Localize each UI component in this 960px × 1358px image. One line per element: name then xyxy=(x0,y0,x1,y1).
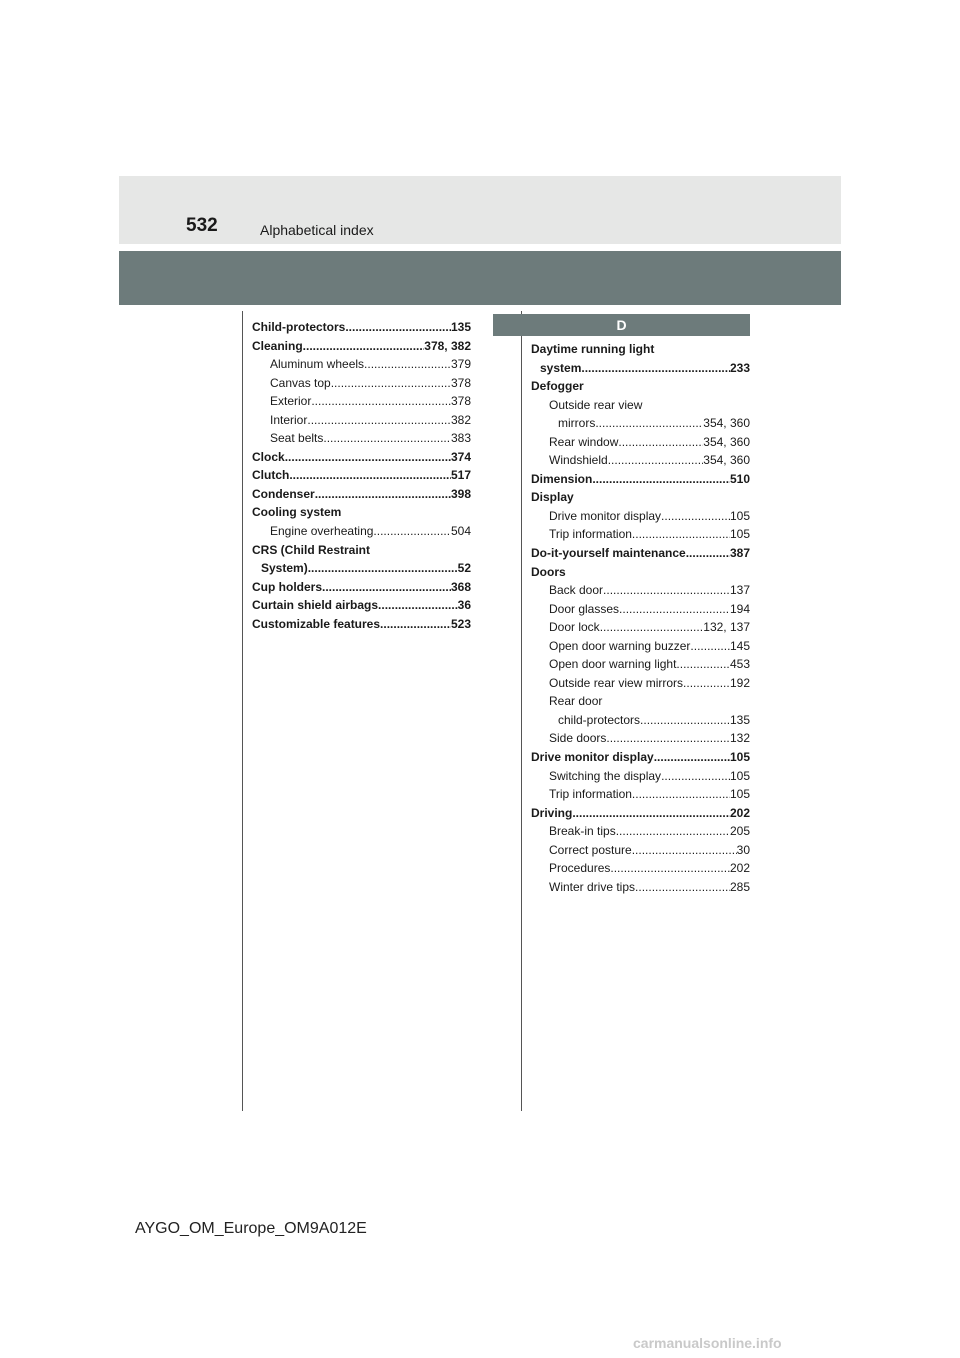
index-term: Seat belts xyxy=(270,431,324,446)
leader-dots xyxy=(686,544,730,563)
leader-dots xyxy=(364,355,451,374)
index-page-ref: 105 xyxy=(729,787,750,802)
index-page-ref: 382 xyxy=(450,412,471,427)
index-entry xyxy=(531,414,750,433)
index-entry xyxy=(531,581,750,600)
index-entry xyxy=(252,485,471,504)
index-entry xyxy=(531,563,750,582)
index-term: Outside rear view xyxy=(549,397,643,412)
index-term: Cup holders xyxy=(252,579,323,594)
index-term: Exterior xyxy=(270,394,312,409)
leader-dots xyxy=(618,433,703,452)
leader-dots xyxy=(632,841,737,860)
index-entry xyxy=(252,411,471,430)
index-page-ref: 194 xyxy=(729,601,750,616)
leader-dots xyxy=(592,470,730,489)
section-title: Alphabetical index xyxy=(260,222,374,238)
index-term: Clock xyxy=(252,449,285,464)
index-page-ref: 105 xyxy=(729,768,750,783)
leader-dots xyxy=(683,674,730,693)
index-term: Trip information xyxy=(549,787,632,802)
leader-dots xyxy=(581,359,730,378)
index-entry xyxy=(252,559,471,578)
leader-dots xyxy=(303,337,425,356)
index-page-ref: 105 xyxy=(729,527,750,542)
index-page-ref: 378 xyxy=(450,375,471,390)
leader-dots xyxy=(289,466,451,485)
index-entry xyxy=(531,822,750,841)
index-entry xyxy=(252,522,471,541)
index-page-ref: 285 xyxy=(729,879,750,894)
index-entry xyxy=(252,541,471,560)
index-entry xyxy=(252,466,471,485)
index-entry xyxy=(531,488,750,507)
index-entry xyxy=(531,618,750,637)
index-term: Aluminum wheels xyxy=(270,357,365,372)
index-page-ref: 105 xyxy=(729,750,750,765)
index-term: Condenser xyxy=(252,486,315,501)
index-term: Winter drive tips xyxy=(549,879,636,894)
leader-dots xyxy=(315,485,451,504)
index-page-ref: 387 xyxy=(729,546,750,561)
index-term: Canvas top xyxy=(270,375,331,390)
index-page-ref: 105 xyxy=(729,508,750,523)
index-term: Drive monitor display xyxy=(531,750,654,765)
leader-dots xyxy=(661,767,730,786)
index-term: Curtain shield airbags xyxy=(252,598,379,613)
index-page-ref: 36 xyxy=(457,598,471,613)
index-page-ref: 517 xyxy=(450,468,471,483)
index-entry xyxy=(531,748,750,767)
leader-dots xyxy=(322,578,451,597)
leader-dots xyxy=(606,729,730,748)
index-entry xyxy=(531,729,750,748)
header-top-band xyxy=(119,176,841,244)
leader-dots xyxy=(345,318,451,337)
leader-dots xyxy=(676,655,730,674)
leader-dots xyxy=(661,507,730,526)
index-page-ref: 202 xyxy=(729,861,750,876)
header-dark-band xyxy=(119,251,841,305)
index-term: Back door xyxy=(549,583,604,598)
index-page-ref: 453 xyxy=(729,657,750,672)
index-entry xyxy=(252,429,471,448)
leader-dots xyxy=(600,618,704,637)
index-page-ref: 135 xyxy=(450,320,471,334)
index-page-ref: 205 xyxy=(729,824,750,839)
index-term: Driving xyxy=(531,805,573,820)
index-term: Side doors xyxy=(549,731,607,746)
index-term: Dimension xyxy=(531,471,593,486)
index-page-ref: 135 xyxy=(729,712,750,727)
index-entry xyxy=(531,785,750,804)
index-term: Rear door xyxy=(549,694,603,709)
index-term: Switching the display xyxy=(549,768,662,783)
footer-doc-id: AYGO_OM_Europe_OM9A012E xyxy=(135,1220,367,1237)
index-entry xyxy=(531,767,750,786)
index-page-ref: 137 xyxy=(729,583,750,598)
index-term: Door glasses xyxy=(549,601,620,616)
index-column-right xyxy=(531,340,750,896)
leader-dots xyxy=(323,429,451,448)
index-entry xyxy=(252,503,471,522)
index-page-ref: 52 xyxy=(457,561,471,576)
index-term: Open door warning light xyxy=(549,657,677,672)
index-entry xyxy=(531,804,750,823)
index-entry xyxy=(252,374,471,393)
page-number: 532 xyxy=(186,215,218,236)
index-page-ref: 504 xyxy=(450,524,471,539)
index-entry xyxy=(531,340,750,359)
index-entry xyxy=(531,878,750,897)
index-page-ref: 374 xyxy=(450,449,471,464)
leader-dots xyxy=(690,637,730,656)
leader-dots xyxy=(595,414,703,433)
index-term: Procedures xyxy=(549,861,611,876)
index-page-ref: 398 xyxy=(450,486,471,501)
leader-dots xyxy=(307,411,451,430)
index-entry xyxy=(531,637,750,656)
index-term: Drive monitor display xyxy=(549,508,662,523)
letter-heading-d: D xyxy=(493,314,750,336)
index-term: Cooling system xyxy=(252,505,342,520)
leader-dots xyxy=(632,785,730,804)
leader-dots xyxy=(619,600,730,619)
index-entry xyxy=(531,600,750,619)
index-term: Defogger xyxy=(531,379,584,394)
index-term: system xyxy=(540,360,582,375)
index-term: Break-in tips xyxy=(549,824,616,839)
index-page-ref: 354, 360 xyxy=(703,416,750,431)
index-term: Daytime running light xyxy=(531,342,655,356)
index-entry xyxy=(531,470,750,489)
index-entry xyxy=(252,448,471,467)
index-entry xyxy=(531,451,750,470)
index-page-ref: 368 xyxy=(450,579,471,594)
index-entry xyxy=(531,359,750,378)
left-column-rule xyxy=(242,311,243,1111)
watermark: carmanualsonline.info xyxy=(633,1335,782,1351)
index-page-ref: 145 xyxy=(729,638,750,653)
index-entry xyxy=(252,596,471,615)
index-entry xyxy=(531,377,750,396)
leader-dots xyxy=(311,392,451,411)
index-term: Outside rear view mirrors xyxy=(549,675,684,690)
index-term: Engine overheating xyxy=(270,524,374,539)
leader-dots xyxy=(380,615,451,634)
leader-dots xyxy=(308,559,458,578)
index-term: CRS (Child Restraint xyxy=(252,542,371,557)
index-entry xyxy=(252,318,471,337)
index-term: Door lock xyxy=(549,620,600,635)
leader-dots xyxy=(285,448,451,467)
index-term: Trip information xyxy=(549,527,632,542)
index-entry xyxy=(531,711,750,730)
index-term: Do-it-yourself maintenance xyxy=(531,546,686,561)
index-page-ref: 354, 360 xyxy=(703,434,750,449)
index-term: Interior xyxy=(270,412,308,427)
index-term: Doors xyxy=(531,564,566,579)
index-entry xyxy=(252,578,471,597)
index-term: Display xyxy=(531,490,574,505)
index-entry xyxy=(531,655,750,674)
index-page-ref: 30 xyxy=(736,842,750,857)
index-page-ref: 378 xyxy=(450,394,471,409)
index-entry xyxy=(531,433,750,452)
index-page-ref: 379 xyxy=(450,357,471,372)
index-page-ref: 354, 360 xyxy=(703,453,750,468)
index-entry xyxy=(531,692,750,711)
index-page-ref: 523 xyxy=(450,616,471,631)
leader-dots xyxy=(616,822,730,841)
index-page-ref: 233 xyxy=(729,360,750,375)
leader-dots xyxy=(632,525,730,544)
index-entry xyxy=(252,355,471,374)
index-entry xyxy=(531,396,750,415)
index-entry xyxy=(531,841,750,860)
index-page-ref: 383 xyxy=(450,431,471,446)
index-term: Child-protectors xyxy=(252,320,346,334)
index-entry xyxy=(531,507,750,526)
index-term: child-protectors xyxy=(558,712,641,727)
leader-dots xyxy=(640,711,730,730)
index-term: Clutch xyxy=(252,468,290,483)
index-term: Correct posture xyxy=(549,842,632,857)
index-entry xyxy=(252,615,471,634)
index-entry xyxy=(531,674,750,693)
leader-dots xyxy=(654,748,730,767)
index-term: mirrors xyxy=(558,416,596,431)
leader-dots xyxy=(608,451,704,470)
index-term: Customizable features xyxy=(252,616,381,631)
index-page-ref: 378, 382 xyxy=(424,338,471,353)
leader-dots xyxy=(603,581,730,600)
index-term: Windshield xyxy=(549,453,608,468)
index-entry xyxy=(531,525,750,544)
leader-dots xyxy=(635,878,730,897)
index-page-ref: 510 xyxy=(729,471,750,486)
index-term: Rear window xyxy=(549,434,619,449)
leader-dots xyxy=(373,522,451,541)
index-page-ref: 132 xyxy=(729,731,750,746)
index-term: Open door warning buzzer xyxy=(549,638,691,653)
right-column-rule xyxy=(521,311,522,1111)
leader-dots xyxy=(610,859,730,878)
index-entry xyxy=(531,544,750,563)
index-column-left xyxy=(252,318,471,633)
index-entry xyxy=(252,392,471,411)
leader-dots xyxy=(378,596,458,615)
index-page-ref: 192 xyxy=(729,675,750,690)
index-term: System) xyxy=(261,561,308,576)
index-term: Cleaning xyxy=(252,338,303,353)
index-page-ref: 202 xyxy=(729,805,750,820)
index-page-ref: 132, 137 xyxy=(703,620,750,635)
index-entry xyxy=(531,859,750,878)
leader-dots xyxy=(331,374,451,393)
index-entry xyxy=(252,337,471,356)
leader-dots xyxy=(572,804,730,823)
